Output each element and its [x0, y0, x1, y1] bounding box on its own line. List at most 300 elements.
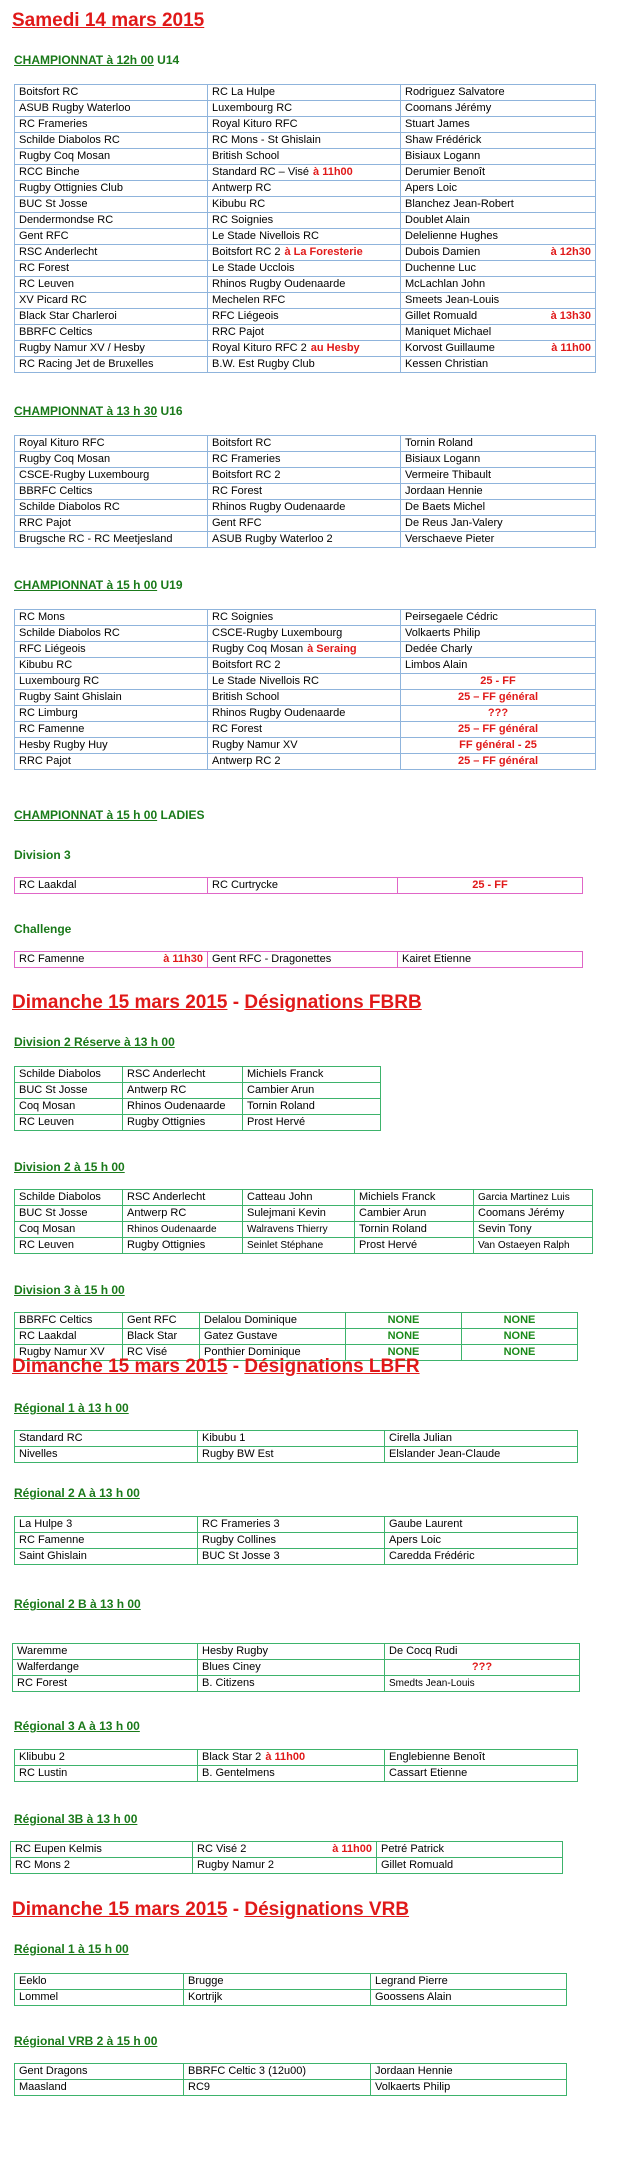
table-cell: Bisiaux Logann	[401, 452, 596, 468]
table-cell: Cirella Julian	[385, 1431, 578, 1447]
table-cell: Eeklo	[15, 1974, 184, 1990]
table-row	[15, 1067, 381, 1083]
table-cell: Gent Dragons	[15, 2064, 184, 2080]
table-cell: Waremme	[13, 1644, 198, 1660]
table-cell: Goossens Alain	[371, 1990, 567, 2006]
table-division-2	[14, 1189, 593, 1254]
table-row	[15, 117, 596, 133]
table-cell: Smeets Jean-Louis	[401, 293, 596, 309]
table-cell: British School	[208, 149, 401, 165]
table-row	[15, 213, 596, 229]
table-cell: ASUB Rugby Waterloo	[15, 101, 208, 117]
table-cell: Le Stade Nivellois RC	[208, 229, 401, 245]
table-vrb-regional-1	[14, 1973, 567, 2006]
table-cell: NONE	[346, 1329, 462, 1345]
time-note: à 11h00	[551, 342, 591, 354]
table-cell: Petré Patrick	[377, 1842, 563, 1858]
table-row	[15, 1517, 578, 1533]
table-cell: Saint Ghislain	[15, 1549, 198, 1565]
table-cell: Boitsfort RC	[15, 85, 208, 101]
table-cell: RC Leuven	[15, 1238, 123, 1254]
table-cell: Vermeire Thibault	[401, 468, 596, 484]
table-cell: Schilde Diabolos	[15, 1190, 123, 1206]
table-row	[15, 181, 596, 197]
table-row	[15, 197, 596, 213]
table-u16	[14, 435, 596, 548]
result-cell: FF général - 25	[401, 738, 596, 754]
table-cell: RC Frameries 3	[198, 1517, 385, 1533]
heading-division-2: Division 2 à 15 h 00	[14, 1160, 125, 1174]
table-cell: Brugsche RC - RC Meetjesland	[15, 532, 208, 548]
table-cell: Apers Loic	[385, 1533, 578, 1549]
heading-regional-2b: Régional 2 B à 13 h 00	[14, 1597, 141, 1611]
table-cell: Dendermondse RC	[15, 213, 208, 229]
day-title-lbfr: Dimanche 15 mars 2015 - Désignations LBFR	[12, 1356, 420, 1377]
table-cell: McLachlan John	[401, 277, 596, 293]
table-cell: RC Mons - St Ghislain	[208, 133, 401, 149]
table-ladies-division-3	[14, 877, 583, 894]
result-cell: 25 - FF	[398, 878, 583, 894]
table-cell: Catteau John	[243, 1190, 355, 1206]
table-cell: Kessen Christian	[401, 357, 596, 373]
heading-regional-3b: Régional 3B à 13 h 00	[14, 1812, 138, 1826]
table-row	[15, 261, 596, 277]
table-cell: Rugby Coq Mosan à Seraing	[208, 642, 401, 658]
table-cell: RSC Anderlecht	[123, 1190, 243, 1206]
table-cell: RC Limburg	[15, 706, 208, 722]
table-row	[15, 516, 596, 532]
table-cell: De Reus Jan-Valery	[401, 516, 596, 532]
heading-regional-3a: Régional 3 A à 13 h 00	[14, 1719, 140, 1733]
table-cell: Gent RFC	[15, 229, 208, 245]
table-row	[15, 133, 596, 149]
time-note: à 11h00	[313, 166, 353, 178]
table-cell: RC Soignies	[208, 213, 401, 229]
table-cell: Le Stade Nivellois RC	[208, 674, 401, 690]
day-title-saturday: Samedi 14 mars 2015	[12, 10, 205, 31]
table-cell: Royal Kituro RFC 2 au Hesby	[208, 341, 401, 357]
table-cell: Tornin Roland	[401, 436, 596, 452]
table-cell: Caredda Frédéric	[385, 1549, 578, 1565]
table-cell: Rhinos Rugby Oudenaarde	[208, 277, 401, 293]
table-row	[15, 2064, 567, 2080]
table-cell: NONE	[346, 1345, 462, 1361]
table-cell: NONE	[462, 1329, 578, 1345]
table-row	[15, 484, 596, 500]
table-cell: Lommel	[15, 1990, 184, 2006]
table-cell: Standard RC	[15, 1431, 198, 1447]
table-cell: RC Visé	[123, 1345, 200, 1361]
table-cell: RC Laakdal	[15, 1329, 123, 1345]
table-cell: Hesby Rugby	[198, 1644, 385, 1660]
table-cell: BUC St Josse 3	[198, 1549, 385, 1565]
table-cell: Rhinos Rugby Oudenaarde	[208, 706, 401, 722]
table-cell: Tornin Roland	[355, 1222, 474, 1238]
table-cell: RC Forest	[13, 1676, 198, 1692]
table-row	[15, 500, 596, 516]
table-cell: Duchenne Luc	[401, 261, 596, 277]
table-row	[15, 468, 596, 484]
result-cell: ???	[385, 1660, 580, 1676]
table-cell: Black Star	[123, 1329, 200, 1345]
table-cell: RRC Pajot	[208, 325, 401, 341]
table-cell: Bisiaux Logann	[401, 149, 596, 165]
table-cell: Kortrijk	[184, 1990, 371, 2006]
table-row	[13, 1660, 580, 1676]
time-note: à 12h30	[550, 246, 591, 258]
table-cell: Gillet Romuald à 13h30	[401, 309, 596, 325]
table-cell: Elslander Jean-Claude	[385, 1447, 578, 1463]
table-cell: Dedée Charly	[401, 642, 596, 658]
table-cell: RSC Anderlecht	[123, 1067, 243, 1083]
table-cell: Kairet Etienne	[398, 952, 583, 968]
table-row	[15, 642, 596, 658]
time-note: à 13h30	[550, 310, 591, 322]
table-cell: Rugby Collines	[198, 1533, 385, 1549]
table-row	[15, 245, 596, 261]
table-cell: B. Gentelmens	[198, 1766, 385, 1782]
table-cell: RC9	[184, 2080, 371, 2096]
table-vrb-regional-2	[14, 2063, 567, 2096]
table-cell: Gent RFC	[123, 1313, 200, 1329]
table-row	[15, 277, 596, 293]
table-cell: Rugby Namur XV	[15, 1345, 123, 1361]
table-cell: Standard RC – Visé à 11h00	[208, 165, 401, 181]
table-cell: Delalou Dominique	[200, 1313, 346, 1329]
table-cell: RFC Liégeois	[208, 309, 401, 325]
table-cell: Walferdange	[13, 1660, 198, 1676]
table-cell: Coomans Jérémy	[474, 1206, 593, 1222]
table-cell: Schilde Diabolos RC	[15, 626, 208, 642]
table-row	[15, 658, 596, 674]
table-row	[15, 674, 596, 690]
table-cell: Seinlet Stéphane	[243, 1238, 355, 1254]
table-cell: Volkaerts Philip	[401, 626, 596, 642]
table-cell: BBRFC Celtic 3 (12u00)	[184, 2064, 371, 2080]
table-cell: RC Mons 2	[11, 1858, 193, 1874]
table-row	[15, 738, 596, 754]
table-row	[15, 1447, 578, 1463]
table-row	[15, 293, 596, 309]
table-row	[15, 1206, 593, 1222]
table-cell: Prost Hervé	[243, 1115, 381, 1131]
table-cell: RC Lustin	[15, 1766, 198, 1782]
table-cell: BUC St Josse	[15, 197, 208, 213]
result-cell: 25 – FF général	[401, 722, 596, 738]
table-cell: Rugby Coq Mosan	[15, 452, 208, 468]
table-cell: Antwerp RC 2	[208, 754, 401, 770]
venue-note: au Hesby	[310, 342, 360, 354]
table-cell: Nivelles	[15, 1447, 198, 1463]
table-cell: Walravens Thierry	[243, 1222, 355, 1238]
table-cell: XV Picard RC	[15, 293, 208, 309]
table-row	[15, 1238, 593, 1254]
table-cell: Peirsegaele Cédric	[401, 610, 596, 626]
table-cell: Blanchez Jean-Robert	[401, 197, 596, 213]
table-cell: Legrand Pierre	[371, 1974, 567, 1990]
table-cell: Englebienne Benoît	[385, 1750, 578, 1766]
table-row	[15, 1190, 593, 1206]
time-note: à 11h00	[265, 1751, 306, 1763]
table-row	[13, 1676, 580, 1692]
table-cell: Gaube Laurent	[385, 1517, 578, 1533]
table-row	[15, 722, 596, 738]
table-cell: Garcia Martinez Luis	[474, 1190, 593, 1206]
heading-ladies-challenge: Challenge	[14, 922, 72, 936]
table-cell: Rugby Saint Ghislain	[15, 690, 208, 706]
table-cell: RC Forest	[208, 484, 401, 500]
table-cell: Apers Loic	[401, 181, 596, 197]
table-cell: Rugby Namur 2	[193, 1858, 377, 1874]
table-cell: RC Leuven	[15, 277, 208, 293]
table-cell: Brugge	[184, 1974, 371, 1990]
table-cell: Ponthier Dominique	[200, 1345, 346, 1361]
heading-division-2-reserve: Division 2 Réserve à 13 h 00	[14, 1035, 175, 1049]
table-row	[15, 1533, 578, 1549]
table-cell: RC Racing Jet de Bruxelles	[15, 357, 208, 373]
table-cell: Royal Kituro RFC	[15, 436, 208, 452]
table-row	[15, 878, 583, 894]
result-cell: 25 - FF	[401, 674, 596, 690]
table-regional-2a	[14, 1516, 578, 1565]
table-cell: Black Star 2 à 11h00	[198, 1750, 385, 1766]
table-cell: Kibubu 1	[198, 1431, 385, 1447]
table-row	[15, 2080, 567, 2096]
table-cell: Tornin Roland	[243, 1099, 381, 1115]
time-note: à 11h00	[332, 1843, 372, 1855]
table-row	[11, 1842, 563, 1858]
table-cell: Boitsfort RC 2	[208, 468, 401, 484]
heading-u14: CHAMPIONNAT à 12h 00 U14	[14, 53, 180, 67]
table-cell: Stuart James	[401, 117, 596, 133]
table-row	[15, 1313, 578, 1329]
table-cell: Korvost Guillaume à 11h00	[401, 341, 596, 357]
table-cell: Rugby Coq Mosan	[15, 149, 208, 165]
table-cell: NONE	[462, 1313, 578, 1329]
table-cell: ASUB Rugby Waterloo 2	[208, 532, 401, 548]
heading-u16: CHAMPIONNAT à 13 h 30 U16	[14, 404, 183, 418]
table-cell: Volkaerts Philip	[371, 2080, 567, 2096]
table-cell: Dubois Damien à 12h30	[401, 245, 596, 261]
table-cell: RC Eupen Kelmis	[11, 1842, 193, 1858]
table-row	[15, 357, 596, 373]
table-cell: Prost Hervé	[355, 1238, 474, 1254]
table-cell: Verschaeve Pieter	[401, 532, 596, 548]
table-row	[15, 309, 596, 325]
table-cell: RC Frameries	[15, 117, 208, 133]
table-cell: Cambier Arun	[355, 1206, 474, 1222]
venue-note: à La Foresterie	[284, 246, 363, 258]
table-row	[15, 1222, 593, 1238]
table-cell: Gent RFC	[208, 516, 401, 532]
table-row	[11, 1858, 563, 1874]
table-cell: RC Leuven	[15, 1115, 123, 1131]
table-cell: B. Citizens	[198, 1676, 385, 1692]
table-cell: RC Soignies	[208, 610, 401, 626]
table-row	[15, 1766, 578, 1782]
table-row	[15, 229, 596, 245]
table-cell: Michiels Franck	[355, 1190, 474, 1206]
table-cell: Schilde Diabolos RC	[15, 133, 208, 149]
table-row	[15, 1549, 578, 1565]
table-row	[15, 1099, 381, 1115]
table-cell: Smedts Jean-Louis	[385, 1676, 580, 1692]
table-row	[15, 165, 596, 181]
table-cell: Coq Mosan	[15, 1222, 123, 1238]
table-cell: Rugby Ottignies	[123, 1238, 243, 1254]
table-row	[15, 1431, 578, 1447]
table-cell: Limbos Alain	[401, 658, 596, 674]
table-cell: RC Famenne	[15, 722, 208, 738]
table-cell: Mechelen RFC	[208, 293, 401, 309]
table-regional-3a	[14, 1749, 578, 1782]
table-row	[15, 610, 596, 626]
table-cell: Boitsfort RC 2	[208, 658, 401, 674]
table-cell: Luxembourg RC	[15, 674, 208, 690]
table-cell: Gatez Gustave	[200, 1329, 346, 1345]
table-regional-1	[14, 1430, 578, 1463]
result-cell: 25 – FF général	[401, 690, 596, 706]
table-u14	[14, 84, 596, 373]
heading-vrb-regional-1: Régional 1 à 15 h 00	[14, 1942, 129, 1956]
table-cell: NONE	[346, 1313, 462, 1329]
heading-division-3: Division 3 à 15 h 00	[14, 1283, 125, 1297]
table-cell: Antwerp RC	[208, 181, 401, 197]
table-cell: Antwerp RC	[123, 1083, 243, 1099]
heading-regional-1: Régional 1 à 13 h 00	[14, 1401, 129, 1415]
table-cell: Sulejmani Kevin	[243, 1206, 355, 1222]
table-row	[15, 452, 596, 468]
table-cell: La Hulpe 3	[15, 1517, 198, 1533]
table-ladies-challenge	[14, 951, 583, 968]
table-cell: Rugby Ottignies	[123, 1115, 243, 1131]
day-title-vrb: Dimanche 15 mars 2015 - Désignations VRB	[12, 1899, 410, 1920]
table-cell: CSCE-Rugby Luxembourg	[15, 468, 208, 484]
table-cell: Rugby BW Est	[198, 1447, 385, 1463]
day-title-fbrb: Dimanche 15 mars 2015 - Désignations FBRB	[12, 992, 422, 1013]
table-row	[15, 1990, 567, 2006]
table-cell: Shaw Frédérick	[401, 133, 596, 149]
table-cell: De Baets Michel	[401, 500, 596, 516]
heading-regional-2a: Régional 2 A à 13 h 00	[14, 1486, 140, 1500]
result-cell: 25 – FF général	[401, 754, 596, 770]
table-cell: RRC Pajot	[15, 754, 208, 770]
table-cell: BUC St Josse	[15, 1206, 123, 1222]
table-cell: Coomans Jérémy	[401, 101, 596, 117]
table-cell: Kibubu RC	[15, 658, 208, 674]
table-row	[15, 754, 596, 770]
table-cell: Schilde Diabolos RC	[15, 500, 208, 516]
table-cell: De Cocq Rudi	[385, 1644, 580, 1660]
table-cell: RCC Binche	[15, 165, 208, 181]
table-cell: Rhinos Oudenaarde	[123, 1222, 243, 1238]
table-cell: Rugby Namur XV / Hesby	[15, 341, 208, 357]
table-cell: CSCE-Rugby Luxembourg	[208, 626, 401, 642]
heading-u19: CHAMPIONNAT à 15 h 00 U19	[14, 578, 183, 592]
table-row	[15, 101, 596, 117]
table-row	[15, 626, 596, 642]
table-row	[15, 341, 596, 357]
table-cell: NONE	[462, 1345, 578, 1361]
table-cell: British School	[208, 690, 401, 706]
table-cell: BBRFC Celtics	[15, 484, 208, 500]
table-cell: Black Star Charleroi	[15, 309, 208, 325]
table-cell: Kibubu RC	[208, 197, 401, 213]
table-cell: RC Curtrycke	[208, 878, 398, 894]
table-u19	[14, 609, 596, 770]
table-row	[13, 1644, 580, 1660]
table-cell: RC Laakdal	[15, 878, 208, 894]
table-cell: RFC Liégeois	[15, 642, 208, 658]
table-cell: Delelienne Hughes	[401, 229, 596, 245]
table-row	[15, 149, 596, 165]
table-cell: Derumier Benoît	[401, 165, 596, 181]
table-cell: Sevin Tony	[474, 1222, 593, 1238]
heading-ladies-division-3: Division 3	[14, 848, 71, 862]
table-cell: Michiels Franck	[243, 1067, 381, 1083]
table-division-3	[14, 1312, 578, 1361]
table-row	[15, 532, 596, 548]
table-row	[15, 436, 596, 452]
table-cell: Luxembourg RC	[208, 101, 401, 117]
table-cell: Cambier Arun	[243, 1083, 381, 1099]
table-cell: Coq Mosan	[15, 1099, 123, 1115]
table-division-2-reserve	[14, 1066, 381, 1131]
table-cell: Jordaan Hennie	[371, 2064, 567, 2080]
table-cell: RC La Hulpe	[208, 85, 401, 101]
table-cell: Jordaan Hennie	[401, 484, 596, 500]
heading-ladies: CHAMPIONNAT à 15 h 00 LADIES	[14, 808, 205, 822]
table-cell: RC Mons	[15, 610, 208, 626]
table-cell: Boitsfort RC 2 à La Foresterie	[208, 245, 401, 261]
table-cell: Hesby Rugby Huy	[15, 738, 208, 754]
table-cell: BUC St Josse	[15, 1083, 123, 1099]
table-row	[15, 1750, 578, 1766]
table-cell: Rhinos Oudenaarde	[123, 1099, 243, 1115]
table-row	[15, 690, 596, 706]
table-cell: Rodriguez Salvatore	[401, 85, 596, 101]
time-note: à 11h30	[163, 953, 203, 965]
table-cell: Rhinos Rugby Oudenaarde	[208, 500, 401, 516]
table-cell: Le Stade Ucclois	[208, 261, 401, 277]
table-cell: RC Forest	[15, 261, 208, 277]
table-cell: Doublet Alain	[401, 213, 596, 229]
table-cell: Antwerp RC	[123, 1206, 243, 1222]
table-row	[15, 1329, 578, 1345]
table-cell: RC Visé 2 à 11h00	[193, 1842, 377, 1858]
table-cell: Gent RFC - Dragonettes	[208, 952, 398, 968]
table-row	[15, 1115, 381, 1131]
table-row	[15, 1083, 381, 1099]
table-cell: Klibubu 2	[15, 1750, 198, 1766]
table-cell: Cassart Etienne	[385, 1766, 578, 1782]
table-cell: B.W. Est Rugby Club	[208, 357, 401, 373]
table-cell: Gillet Romuald	[377, 1858, 563, 1874]
table-regional-2b	[12, 1643, 580, 1692]
table-row	[15, 706, 596, 722]
table-cell: RC Frameries	[208, 452, 401, 468]
table-cell: RC Famenne à 11h30	[15, 952, 208, 968]
table-row	[15, 1974, 567, 1990]
table-row	[15, 85, 596, 101]
table-cell: RRC Pajot	[15, 516, 208, 532]
table-regional-3b	[10, 1841, 563, 1874]
table-cell: Van Ostaeyen Ralph	[474, 1238, 593, 1254]
venue-note: à Seraing	[307, 643, 357, 655]
heading-vrb-regional-2: Régional VRB 2 à 15 h 00	[14, 2034, 158, 2048]
table-cell: Blues Ciney	[198, 1660, 385, 1676]
table-cell: RSC Anderlecht	[15, 245, 208, 261]
